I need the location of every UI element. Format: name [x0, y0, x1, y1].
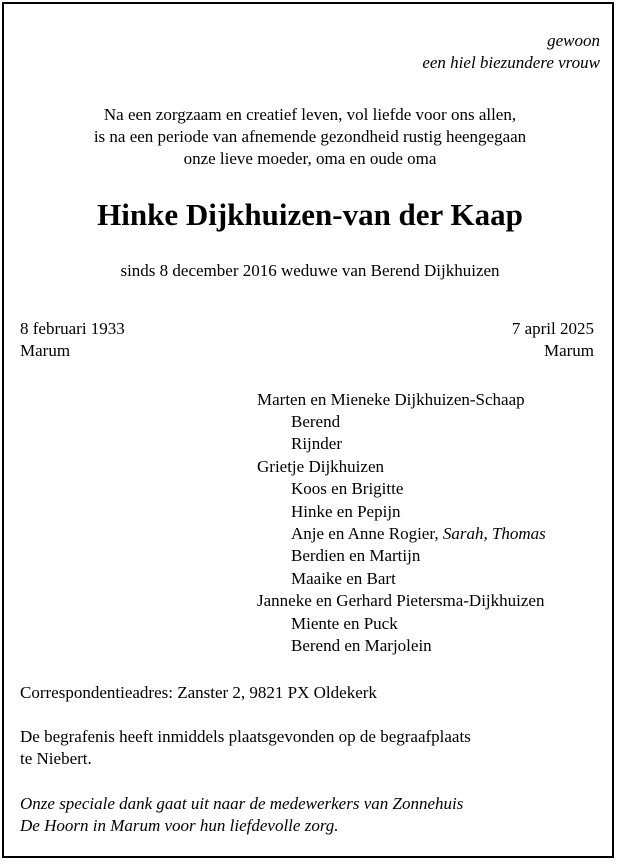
family-child: Rijnder: [291, 434, 342, 453]
correspondence-address: Correspondentieadres: Zanster 2, 9821 PX Oldekerk: [20, 683, 377, 702]
family-child: Berend: [291, 412, 341, 431]
motto-line-2: een hiel biezundere vrouw: [422, 53, 600, 72]
family-parents-2: Grietje Dijkhuizen: [257, 457, 384, 476]
thanks-line-1: Onze speciale dank gaat uit naar de medewerkers van Zonnehuis: [20, 794, 464, 813]
family-child-anje: [291, 523, 546, 545]
family-child-anje-parents: Anje en Anne Rogier,: [291, 524, 439, 543]
deceased-name: Hinke Dijkhuizen-van der Kaap: [97, 197, 523, 232]
family-child: Miente en Puck: [291, 614, 398, 633]
great-grandchildren: Sarah, Thomas: [442, 524, 546, 543]
motto-line-1: gewoon: [547, 31, 600, 50]
announcement-frame: [2, 2, 614, 858]
family-child: Maaike en Bart: [291, 569, 396, 588]
funeral-line-1: De begrafenis heeft inmiddels plaatsgevonden op de begraafplaats: [20, 727, 471, 746]
intro-line-1: Na een zorgzaam en creatief leven, vol liefde voor ons allen,: [103, 105, 517, 124]
widow-line: sinds 8 december 2016 weduwe van Berend Dijkhuizen: [120, 261, 500, 280]
family-child: Berdien en Martijn: [291, 546, 421, 565]
intro-line-2: is na een periode van afnemende gezondheid rustig heengegaan: [93, 127, 527, 146]
intro-line-3: onze lieve moeder, oma en oude oma: [183, 149, 437, 168]
birth-place: Marum: [20, 341, 71, 360]
family-child: Berend en Marjolein: [291, 636, 432, 655]
family-parents-3: Janneke en Gerhard Pietersma-Dijkhuizen: [257, 591, 545, 610]
family-parents-1: Marten en Mieneke Dijkhuizen-Schaap: [257, 390, 525, 409]
family-child: Koos en Brigitte: [291, 479, 404, 498]
funeral-line-2: te Niebert.: [20, 749, 92, 768]
death-place: Marum: [543, 341, 594, 360]
death-date: 7 april 2025: [511, 319, 594, 338]
birth-date: 8 februari 1933: [20, 319, 125, 338]
thanks-line-2: De Hoorn in Marum voor hun liefdevolle zorg.: [20, 816, 339, 835]
family-child: Hinke en Pepijn: [291, 502, 401, 521]
